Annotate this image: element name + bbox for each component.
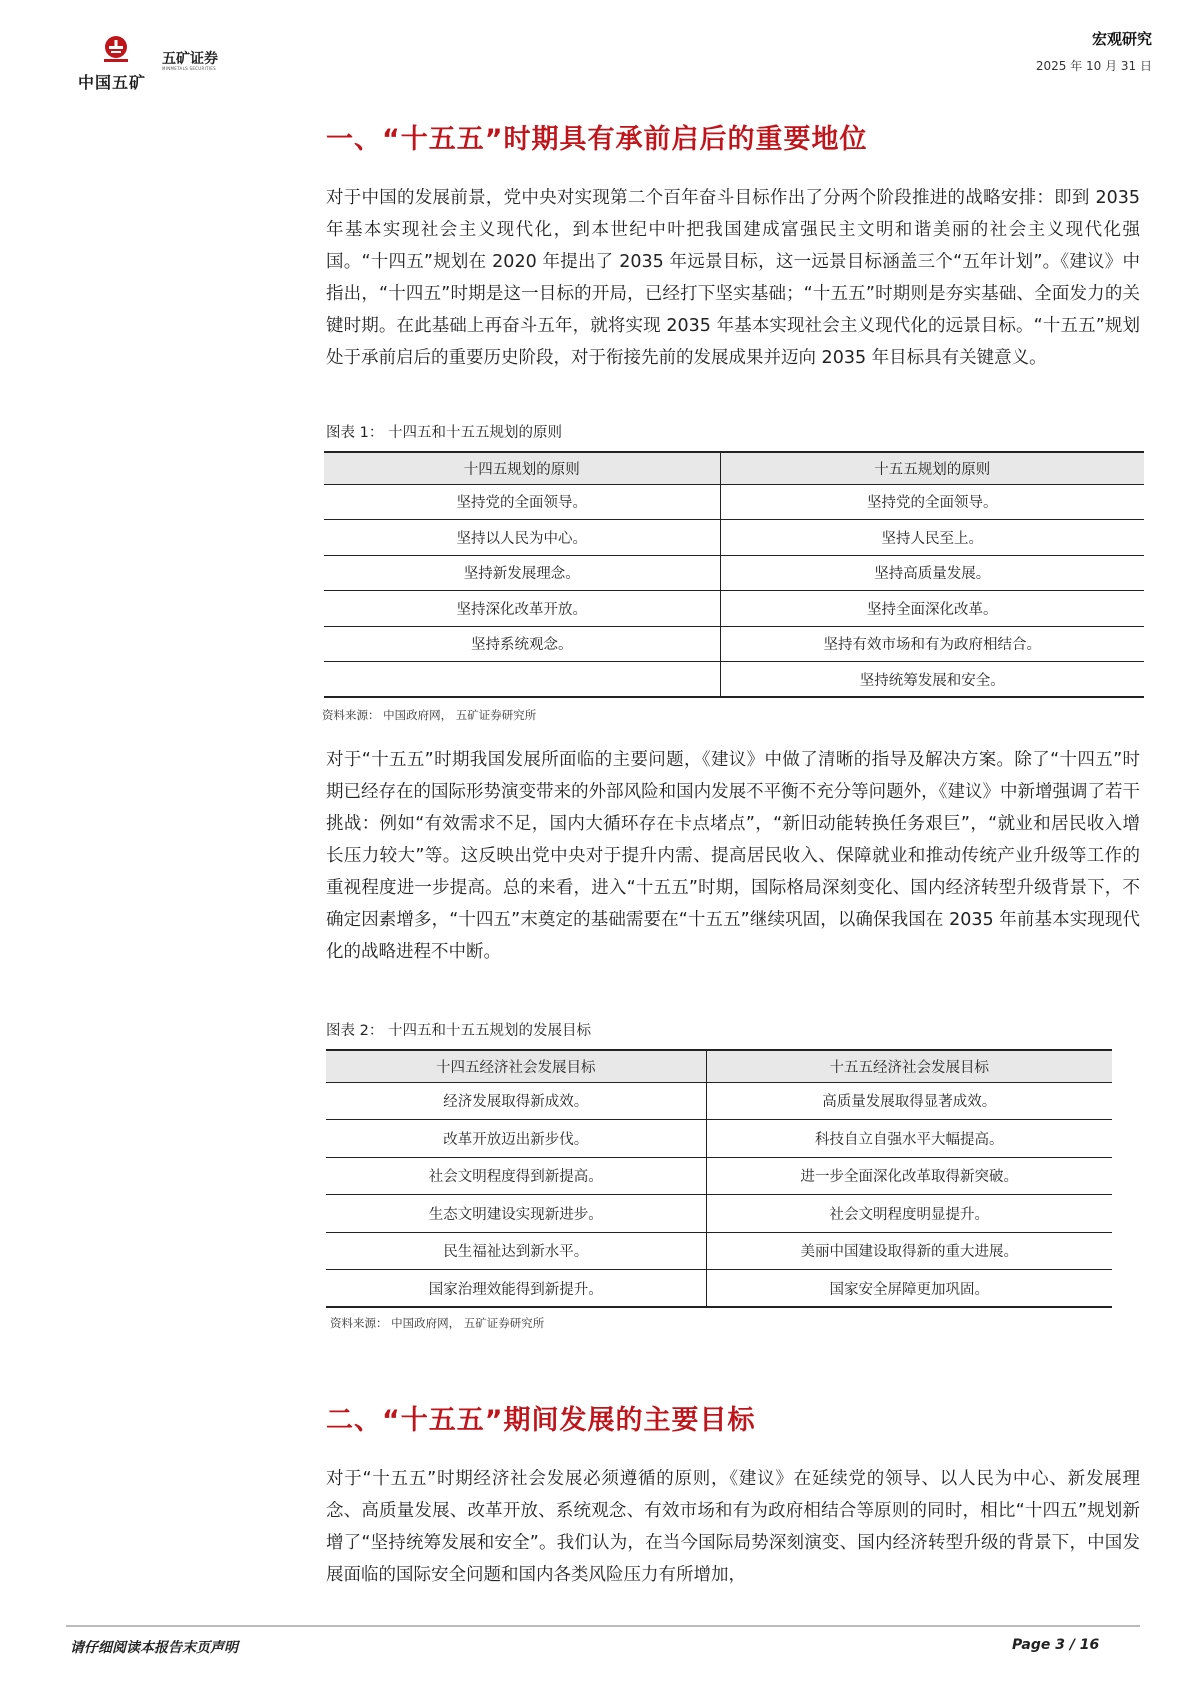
table-row [324, 520, 1144, 556]
table-cell: 坚持深化改革开放。 [324, 591, 720, 627]
page-number: Page 3 / 16 [1012, 1637, 1100, 1653]
table-cell: 坚持统筹发展和安全。 [720, 662, 1144, 698]
table-row [326, 1232, 1112, 1270]
table-cell: 改革开放迈出新步伐。 [326, 1120, 706, 1158]
table-header-row [324, 452, 1144, 484]
table-cell: 民生福祉达到新水平。 [326, 1232, 706, 1270]
table-cell: 社会文明程度明显提升。 [706, 1195, 1112, 1233]
table-cell: 进一步全面深化改革取得新突破。 [706, 1157, 1112, 1195]
table-cell: 高质量发展取得显著成效。 [706, 1082, 1112, 1120]
figure-2-caption: 图表 2： 十四五和十五五规划的发展目标 [326, 1023, 591, 1039]
table-row [326, 1082, 1112, 1120]
table-cell [324, 662, 720, 698]
table-cell: 经济发展取得新成效。 [326, 1082, 706, 1120]
table-header-cell: 十四五经济社会发展目标 [326, 1050, 706, 1082]
report-header [1036, 28, 1152, 74]
figure-2-source: 资料来源： 中国政府网， 五矿证券研究所 [330, 1316, 545, 1330]
table-header-row [326, 1050, 1112, 1082]
logo-emblem-icon [100, 34, 132, 64]
table-cell: 坚持党的全面领导。 [324, 484, 720, 520]
report-date: 2025 年 10 月 31 日 [1035, 59, 1152, 73]
report-type: 宏观研究 [1091, 30, 1152, 48]
table-header-cell: 十五五规划的原则 [720, 452, 1144, 484]
table-cell: 国家安全屏障更加巩固。 [706, 1270, 1112, 1308]
table-row [324, 662, 1144, 698]
logo-text: 中国五矿 [78, 73, 147, 92]
figure-1-caption: 图表 1： 十四五和十五五规划的原则 [326, 425, 562, 441]
table-row [326, 1157, 1112, 1195]
table-cell: 社会文明程度得到新提高。 [326, 1157, 706, 1195]
table-cell: 坚持系统观念。 [324, 626, 720, 662]
table-cell: 科技自立自强水平大幅提高。 [706, 1120, 1112, 1158]
footer-divider [66, 1625, 1140, 1627]
table-row [324, 591, 1144, 627]
table-header-cell: 十四五规划的原则 [324, 452, 720, 484]
table-row [326, 1120, 1112, 1158]
brand-name: 五矿证券 [162, 51, 218, 67]
table-row [324, 626, 1144, 662]
table-cell: 坚持新发展理念。 [324, 555, 720, 591]
table-cell: 生态文明建设实现新进步。 [326, 1195, 706, 1233]
table-cell: 坚持有效市场和有为政府相结合。 [720, 626, 1144, 662]
company-logo [78, 34, 228, 96]
table-row [324, 484, 1144, 520]
figure-1-table [324, 451, 1144, 698]
section-1-title: 一、“十五五”时期具有承前启后的重要地位 [326, 124, 868, 155]
table-header-cell: 十五五经济社会发展目标 [706, 1050, 1112, 1082]
section-2-title: 二、“十五五”期间发展的主要目标 [326, 1405, 756, 1436]
figure-2-table [326, 1049, 1112, 1308]
table-cell: 坚持全面深化改革。 [720, 591, 1144, 627]
table-cell: 坚持人民至上。 [720, 520, 1144, 556]
figure-1-source: 资料来源： 中国政府网， 五矿证券研究所 [322, 708, 537, 722]
table-cell: 美丽中国建设取得新的重大进展。 [706, 1232, 1112, 1270]
section-1-paragraph-1: 对于中国的发展前景，党中央对实现第二个百年奋斗目标作出了分两个阶段推进的战略安排：即到 2035 年基本实现社会主义现代化，到本世纪中叶把我国建成富强民主文明和谐美丽的社会主义现代化强国。“十四五”规划在 2020 年提出了 2035 年远景目标，这一远景目标涵盖三个“五年计划”。《建议》中指出，“十四五”时期是这一目标的开局，已经打下坚实基础；“十五五”时期则是夯实基础、全面发力的关键时期。在此基础上再奋斗五年，就将实现 2035 年基本实现社会主义现代化的远景目标。“十五五”规划处于承前启后的重要历史阶段，对于衔接先前的发展成果并迈向 2035 年目标具有关键意义。 [326, 188, 1140, 368]
section-2-paragraph-1: 对于“十五五”时期经济社会发展必须遵循的原则，《建议》在延续党的领导、以人民为中心、新发展理念、高质量发展、改革开放、系统观念、有效市场和有为政府相结合等原则的同时，相比“十四五”规划新增了“坚持统筹发展和安全”。我们认为，在当今国际局势深刻演变、国内经济转型升级的背景下，中国发展面临的国际安全问题和国内各类风险压力有所增加， [326, 1469, 1140, 1585]
table-row [326, 1195, 1112, 1233]
table-cell: 坚持以人民为中心。 [324, 520, 720, 556]
table-cell: 国家治理效能得到新提升。 [326, 1270, 706, 1308]
footer-disclaimer: 请仔细阅读本报告末页声明 [70, 1640, 238, 1656]
table-cell: 坚持高质量发展。 [720, 555, 1144, 591]
section-1-paragraph-2: 对于“十五五”时期我国发展所面临的主要问题，《建议》中做了清晰的指导及解决方案。除了“十四五”时期已经存在的国际形势演变带来的外部风险和国内发展不平衡不充分等问题外，《建议》中新增强调了若干挑战：例如“有效需求不足，国内大循环存在卡点堵点”，“新旧动能转换任务艰巨”，“就业和居民收入增长压力较大”等。这反映出党中央对于提升内需、提高居民收入、保障就业和推动传统产业升级等工作的重视程度进一步提高。总的来看，进入“十五五”时期，国际格局深刻变化、国内经济转型升级背景下，不确定因素增多，“十四五”末奠定的基础需要在“十五五”继续巩固，以确保我国在 2035 年前基本实现现代化的战略进程不中断。 [326, 750, 1140, 962]
table-row [324, 555, 1144, 591]
table-cell: 坚持党的全面领导。 [720, 484, 1144, 520]
table-row [326, 1270, 1112, 1308]
brand-name-en: MINMETALS SECURITIES [162, 66, 216, 71]
